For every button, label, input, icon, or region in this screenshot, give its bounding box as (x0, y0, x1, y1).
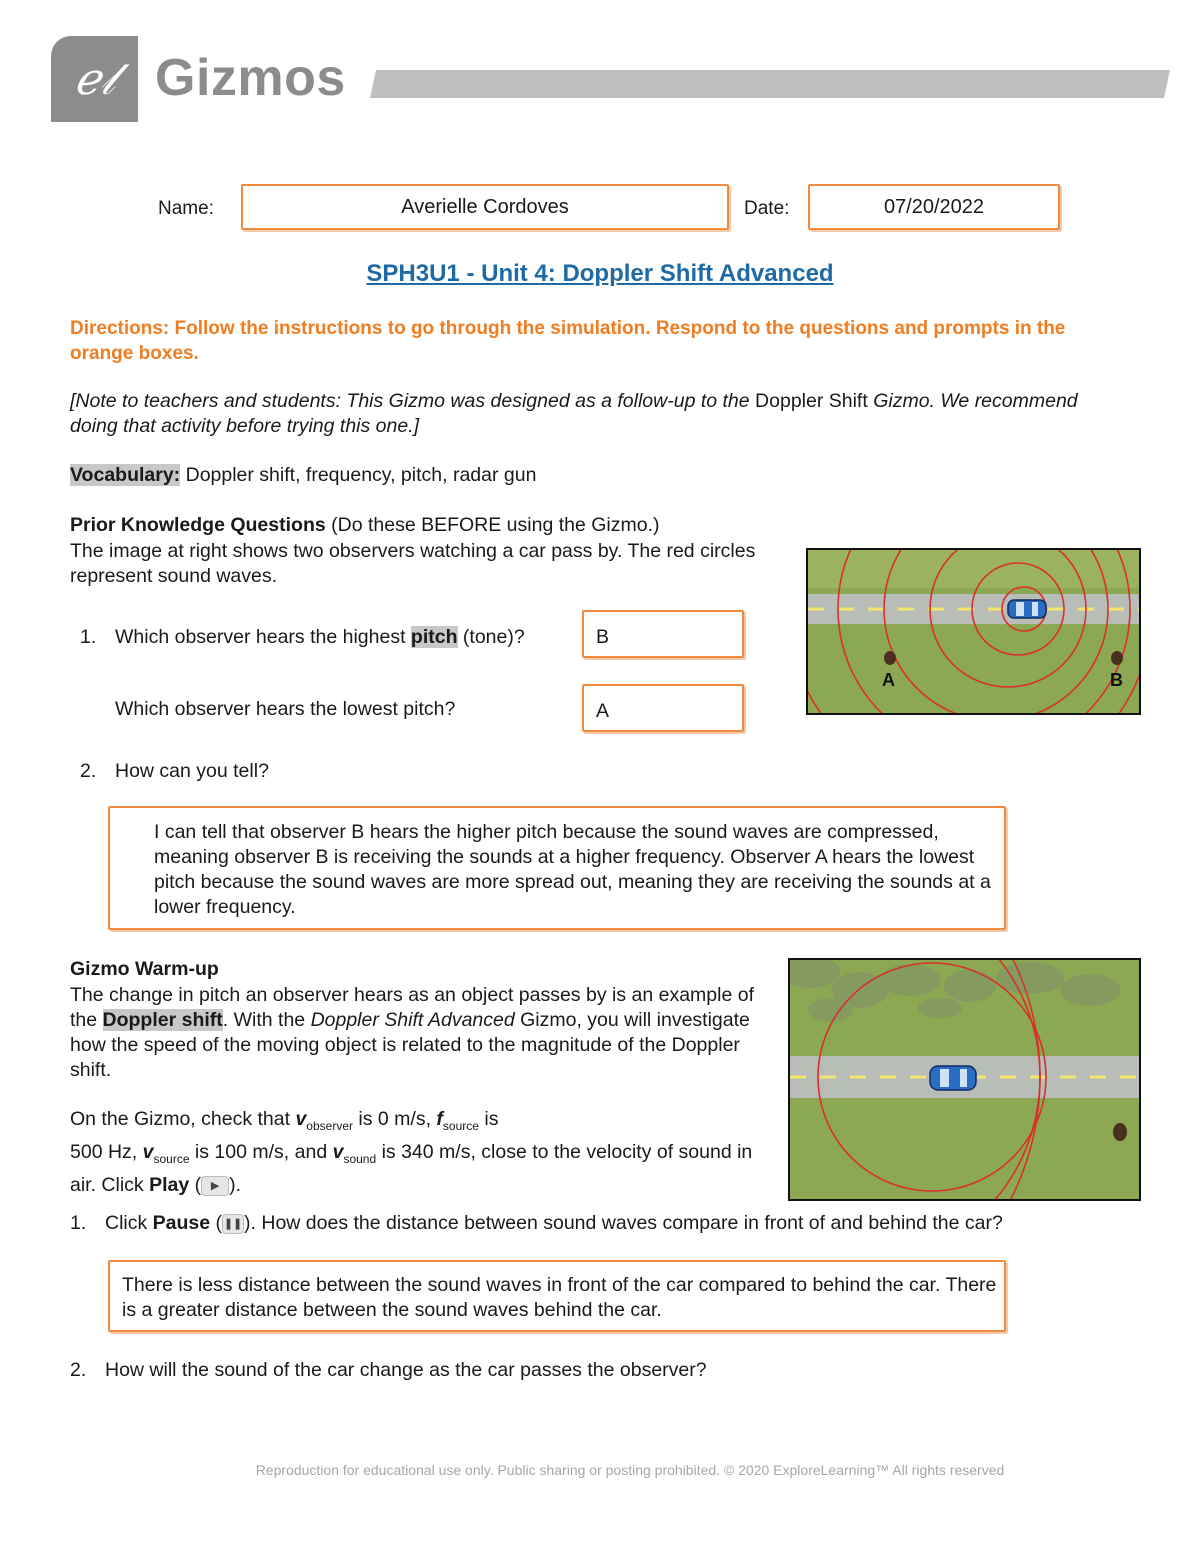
warmup-q2-number: 2. (70, 1359, 87, 1381)
sound-sub: sound (343, 1151, 377, 1166)
pk-q1-after: (tone)? (457, 626, 525, 648)
warmup-q2-text: How will the sound of the car change as the car passes the observer? (105, 1359, 707, 1381)
warmup-p2-c: is (478, 1108, 499, 1130)
car-waves-scene (790, 960, 1139, 1199)
v-symbol: v (295, 1108, 307, 1130)
pk-q1-text (115, 626, 525, 649)
prior-knowledge-heading (70, 514, 660, 537)
note-part2: Gizmo. We recommend doing that activity before trying this one.] (70, 390, 1078, 437)
pause-icon: ❚❚ (222, 1214, 244, 1234)
vocabulary (70, 464, 536, 487)
directions-text: Directions: Follow the instructions to go through the simulation. Respond to the questions and prompts in the orange boxes. (70, 318, 1066, 364)
warmup-q1-text (105, 1212, 1185, 1235)
source-sub-f: source (442, 1118, 479, 1133)
pk-q1-answer-box[interactable] (582, 610, 744, 658)
f-symbol: f (436, 1108, 443, 1130)
warmup-p2-h: ). (229, 1173, 242, 1196)
warmup-p2-d: 500 Hz, (70, 1140, 143, 1163)
pk-q1b-answer-box[interactable] (582, 684, 744, 732)
warmup-paragraph-2 (70, 1106, 770, 1198)
warmup-p1-italic: Doppler Shift Advanced (310, 1009, 515, 1031)
v-symbol-source: v (142, 1140, 154, 1163)
pause-label: Pause (152, 1212, 211, 1234)
warmup-paragraph-1 (70, 983, 760, 1083)
warmup-q1-b: ( (210, 1212, 223, 1234)
warmup-q1-c: ). How does the distance between sound waves compare in front of and behind the car? (244, 1212, 1003, 1234)
v-symbol-sound: v (332, 1140, 344, 1163)
brand-name: Gizmos (155, 49, 346, 107)
warmup-p2-f: is 340 m/s, close to the velocity of sound in air. Click (70, 1140, 753, 1196)
car-waves-image (788, 958, 1141, 1201)
date-value: 07/20/2022 (883, 195, 985, 218)
warmup-q1-answer: There is less distance between the sound waves in front of the car compared to behind the car. There is a greater distance between the sound waves behind the car. (122, 1274, 997, 1321)
car-icon (1008, 600, 1046, 618)
warmup-p1-highlight: Doppler shift (102, 1009, 223, 1031)
car-icon (930, 1066, 976, 1090)
name-field[interactable] (241, 184, 729, 230)
pk-q2-answer: I can tell that observer B hears the higher pitch because the sound waves are compressed, meaning observer B is receiving the sounds at a higher frequency. Observer A hears the lowest pitch because the sound waves are more spread out, meaning they are receiving the sounds at a lower frequency. (154, 821, 991, 918)
name-label: Name: (158, 198, 214, 219)
pk-heading-bold: Prior Knowledge Questions (70, 514, 326, 536)
note-text (70, 389, 1090, 439)
vocabulary-text: Doppler shift, frequency, pitch, radar gun (180, 464, 537, 486)
warmup-q1-a: Click (105, 1212, 153, 1234)
pk-q1-answer: B (596, 626, 610, 648)
footer-notice: Reproduction for educational use only. Public sharing or posting prohibited. © 2020 ExploreLearning™ All rights reserved (255, 1462, 1005, 1478)
pk-q1b-text: Which observer hears the lowest pitch? (115, 698, 456, 720)
observer-icon (1113, 1123, 1127, 1141)
note-upright: Doppler Shift (755, 390, 868, 412)
gizmos-logo-mark: ℯ𝓁 (51, 36, 138, 122)
observers-scene (808, 550, 1139, 713)
warmup-q1-answer-box[interactable] (108, 1260, 1006, 1332)
observer-label-a: A (882, 670, 895, 690)
warmup-q1-number: 1. (70, 1212, 87, 1234)
pk-q1-number: 1. (80, 626, 97, 648)
pk-q2-text: How can you tell? (115, 760, 269, 782)
observer-label-b: B (1110, 670, 1123, 690)
pk-q2-answer-box[interactable] (108, 806, 1006, 930)
warmup-p2-a: On the Gizmo, check that (70, 1108, 296, 1130)
note-part1: [Note to teachers and students: This Gizmo was designed as a follow-up to the (70, 390, 756, 412)
pk-q1-highlight: pitch (410, 626, 458, 648)
play-icon: ▶ (201, 1176, 229, 1196)
source-sub-v: source (153, 1151, 190, 1166)
warmup-p2-g: ( (189, 1173, 202, 1196)
warmup-p1-b: . With the (222, 1009, 311, 1031)
warmup-heading: Gizmo Warm-up (70, 958, 219, 980)
observer-sub: observer (306, 1118, 353, 1133)
pk-q2-number: 2. (80, 760, 97, 782)
warmup-p1-c: Gizmo, you will investigate how the speed of the moving object is related to the magnitude of the Doppler shift. (70, 1009, 750, 1081)
play-label: Play (149, 1173, 190, 1196)
warmup-p2-b: is 0 m/s, (352, 1108, 437, 1130)
page-title[interactable]: SPH3U1 - Unit 4: Doppler Shift Advanced (366, 260, 834, 287)
warmup-p2-e: is 100 m/s, and (189, 1140, 333, 1163)
pk-heading-note: (Do these BEFORE using the Gizmo.) (325, 514, 660, 536)
warmup-p1-a: The change in pitch an observer hears as an object passes by is an example of the (70, 984, 754, 1031)
date-label: Date: (744, 198, 790, 219)
pk-q1b-answer: A (596, 700, 610, 722)
prior-knowledge-intro: The image at right shows two observers watching a car pass by. The red circles represent sound waves. (70, 540, 756, 587)
observers-image (806, 548, 1141, 715)
pk-q1-before: Which observer hears the highest (115, 626, 411, 648)
vocabulary-label: Vocabulary: (70, 464, 181, 486)
name-value: Averielle Cordoves (401, 195, 569, 218)
header-bar (370, 70, 1170, 98)
date-field[interactable] (808, 184, 1060, 230)
